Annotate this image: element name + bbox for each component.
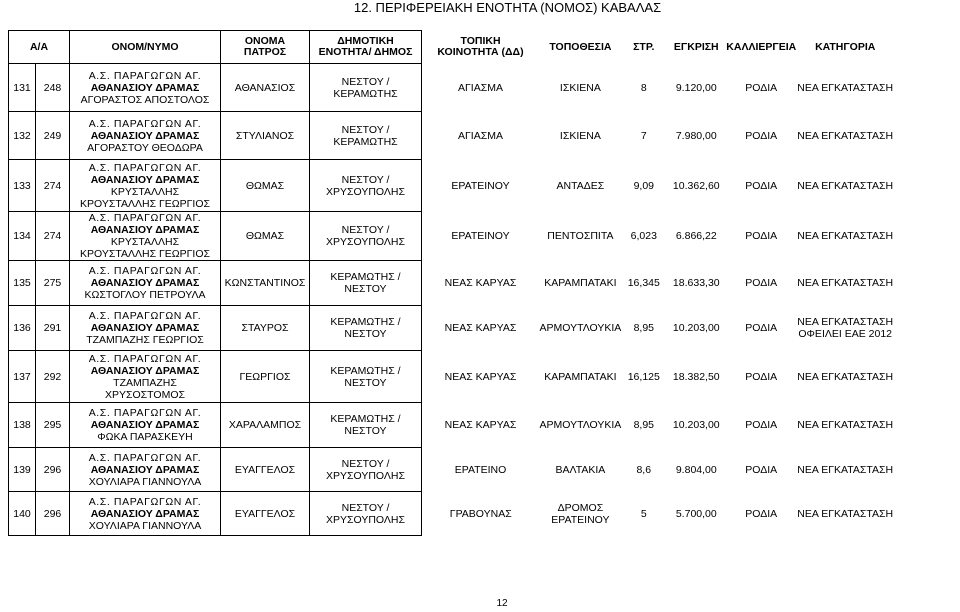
- row-community: ΝΕΑΣ ΚΑΡΥΑΣ: [444, 322, 517, 334]
- row-community: ΕΡΑΤΕΙΝΟΥ: [451, 230, 510, 242]
- row-crop: ΡΟΔΙΑ: [745, 230, 778, 242]
- row-code: 292: [36, 351, 70, 403]
- row-category: ΝΕΑ ΕΓΚΑΤΑΣΤΑΣΗ: [797, 129, 894, 142]
- row-municipality: ΝΕΣΤΟΥ / ΧΡΥΣΟΥΠΟΛΗΣ: [310, 212, 422, 261]
- row-community: ΓΡΑΒΟΥΝΑΣ: [449, 507, 512, 520]
- row-owner: Α.Σ. ΠΑΡΑΓΩΓΩΝ ΑΓ. ΑΘΑΝΑΣΙΟΥ ΔΡΑΜΑΣ ΤΖΑΜΠΑΖΗΣ ΧΡΥΣΟΣΤΟΜΟΣ: [70, 351, 221, 403]
- row-stremma: 16,345: [627, 277, 660, 289]
- table-row: [9, 492, 895, 536]
- header-name: ΟΝΟΜ/ΝΥΜΟ: [70, 31, 221, 64]
- row-father: ΕΥΑΓΓΕΛΟΣ: [221, 492, 310, 536]
- row-community: ΑΓΙΑΣΜΑ: [458, 129, 503, 142]
- header-municipality: ΔΗΜΟΤΙΚΗ ΕΝΟΤΗΤΑ/ ΔΗΜΟΣ: [310, 31, 422, 64]
- header-location: ΤΟΠΟΘΕΣΙΑ: [549, 40, 612, 53]
- row-approval: 5.700,00: [675, 507, 717, 520]
- row-location: ΑΝΤΑΔΕΣ: [556, 179, 605, 192]
- row-owner: Α.Σ. ΠΑΡΑΓΩΓΩΝ ΑΓ. ΑΘΑΝΑΣΙΟΥ ΔΡΑΜΑΣ ΑΓΟΡΑΣΤΟΣ ΑΠΟΣΤΟΛΟΣ: [70, 64, 221, 112]
- row-approval: 10.362,60: [672, 179, 720, 192]
- row-code: 274: [36, 212, 70, 261]
- row-crop: ΡΟΔΙΑ: [745, 81, 778, 94]
- row-approval: 18.633,30: [672, 277, 720, 289]
- row-stremma: 9,09: [633, 179, 654, 192]
- row-category: ΝΕΑ ΕΓΚΑΤΑΣΤΑΣΗ: [797, 507, 894, 520]
- row-owner: Α.Σ. ΠΑΡΑΓΩΓΩΝ ΑΓ. ΑΘΑΝΑΣΙΟΥ ΔΡΑΜΑΣ ΦΩΚΑ ΠΑΡΑΣΚΕΥΗ: [70, 403, 221, 448]
- row-code: 295: [36, 403, 70, 448]
- row-father: ΘΩΜΑΣ: [221, 212, 310, 261]
- page-title: 12. ΠΕΡΙΦΕΡΕΙΑΚΗ ΕΝΟΤΗΤΑ (ΝΟΜΟΣ) ΚΑΒΑΛΑΣ: [353, 0, 662, 15]
- row-aa: 131: [9, 64, 36, 112]
- row-stremma: 8,95: [633, 419, 654, 431]
- row-owner: Α.Σ. ΠΑΡΑΓΩΓΩΝ ΑΓ. ΑΘΑΝΑΣΙΟΥ ΔΡΑΜΑΣ ΑΓΟΡΑΣΤΟΥ ΘΕΟΔΩΡΑ: [70, 112, 221, 160]
- row-aa: 134: [9, 212, 36, 261]
- row-category: ΝΕΑ ΕΓΚΑΤΑΣΤΑΣΗ: [797, 81, 894, 94]
- header-stremma: ΣΤΡ.: [633, 40, 655, 53]
- table-row: [9, 160, 895, 212]
- row-stremma: 8,6: [636, 463, 652, 476]
- row-owner: Α.Σ. ΠΑΡΑΓΩΓΩΝ ΑΓ. ΑΘΑΝΑΣΙΟΥ ΔΡΑΜΑΣ ΚΩΣΤΟΓΛΟΥ ΠΕΤΡΟΥΛΑ: [70, 261, 221, 306]
- row-community: ΕΡΑΤΕΙΝΟΥ: [451, 179, 510, 192]
- row-owner: Α.Σ. ΠΑΡΑΓΩΓΩΝ ΑΓ. ΑΘΑΝΑΣΙΟΥ ΔΡΑΜΑΣ ΚΡΥΣΤΑΛΛΗΣ ΚΡΟΥΣΤΑΛΛΗΣ ΓΕΩΡΓΙΟΣ: [70, 212, 221, 261]
- row-municipality: ΝΕΣΤΟΥ / ΧΡΥΣΟΥΠΟΛΗΣ: [310, 492, 422, 536]
- row-location: ΚΑΡΑΜΠΑΤΑΚΙ: [544, 277, 617, 289]
- header-father: ΟΝΟΜΑ ΠΑΤΡΟΣ: [221, 31, 310, 64]
- row-code: 275: [36, 261, 70, 306]
- table-row: [9, 306, 895, 351]
- row-father: ΣΤΑΥΡΟΣ: [221, 306, 310, 351]
- row-father: ΑΘΑΝΑΣΙΟΣ: [221, 64, 310, 112]
- row-stremma: 7: [640, 129, 647, 142]
- header-approval: ΕΓΚΡΙΣΗ: [673, 40, 719, 53]
- row-owner: Α.Σ. ΠΑΡΑΓΩΓΩΝ ΑΓ. ΑΘΑΝΑΣΙΟΥ ΔΡΑΜΑΣ ΤΖΑΜΠΑΖΗΣ ΓΕΩΡΓΙΟΣ: [70, 306, 221, 351]
- row-municipality: ΝΕΣΤΟΥ / ΧΡΥΣΟΥΠΟΛΗΣ: [310, 160, 422, 212]
- row-crop: ΡΟΔΙΑ: [745, 419, 778, 431]
- row-code: 296: [36, 448, 70, 492]
- row-stremma: 16,125: [627, 370, 660, 383]
- row-code: 248: [36, 64, 70, 112]
- row-crop: ΡΟΔΙΑ: [745, 370, 778, 383]
- row-location: ΙΣΚΙΕΝΑ: [559, 81, 601, 94]
- row-category: ΝΕΑ ΕΓΚΑΤΑΣΤΑΣΗ: [797, 370, 894, 383]
- row-municipality: ΚΕΡΑΜΩΤΗΣ / ΝΕΣΤΟΥ: [310, 403, 422, 448]
- row-approval: 7.980,00: [675, 129, 717, 142]
- row-aa: 140: [9, 492, 36, 536]
- table-row: [9, 112, 895, 160]
- table-row: [9, 212, 895, 261]
- row-category: ΝΕΑ ΕΓΚΑΤΑΣΤΑΣΗ ΟΦΕΙΛΕΙ ΕΑΕ 2012: [797, 316, 894, 340]
- row-approval: 10.203,00: [672, 419, 720, 431]
- table-row: [9, 351, 895, 403]
- row-community: ΝΕΑΣ ΚΑΡΥΑΣ: [444, 370, 517, 383]
- row-category: ΝΕΑ ΕΓΚΑΤΑΣΤΑΣΗ: [797, 419, 894, 431]
- row-approval: 18.382,50: [672, 370, 720, 383]
- row-municipality: ΝΕΣΤΟΥ / ΚΕΡΑΜΩΤΗΣ: [310, 64, 422, 112]
- row-stremma: 8,95: [633, 322, 654, 334]
- row-community: ΕΡΑΤΕΙΝΟ: [454, 463, 507, 476]
- row-code: 274: [36, 160, 70, 212]
- row-approval: 6.866,22: [675, 230, 717, 242]
- row-community: ΝΕΑΣ ΚΑΡΥΑΣ: [444, 419, 517, 431]
- row-aa: 138: [9, 403, 36, 448]
- row-code: 291: [36, 306, 70, 351]
- row-category: ΝΕΑ ΕΓΚΑΤΑΣΤΑΣΗ: [797, 463, 894, 476]
- row-municipality: ΚΕΡΑΜΩΤΗΣ / ΝΕΣΤΟΥ: [310, 306, 422, 351]
- row-father: ΚΩΝΣΤΑΝΤΙΝΟΣ: [221, 261, 310, 306]
- table-row: [9, 64, 895, 112]
- row-owner: Α.Σ. ΠΑΡΑΓΩΓΩΝ ΑΓ. ΑΘΑΝΑΣΙΟΥ ΔΡΑΜΑΣ ΧΟΥΛΙΑΡΑ ΓΙΑΝΝΟΥΛΑ: [70, 448, 221, 492]
- records-table: [8, 30, 895, 536]
- header-crop: ΚΑΛΛΙΕΡΓΕΙΑ: [726, 40, 797, 53]
- row-location: ΑΡΜΟΥΤΛΟΥΚΙΑ: [539, 322, 622, 334]
- row-category: ΝΕΑ ΕΓΚΑΤΑΣΤΑΣΗ: [797, 179, 894, 192]
- row-crop: ΡΟΔΙΑ: [745, 277, 778, 289]
- row-location: ΠΕΝΤΟΣΠΙΤΑ: [547, 230, 614, 242]
- row-location: ΔΡΟΜΟΣ ΕΡΑΤΕΙΝΟΥ: [551, 501, 610, 526]
- row-owner: Α.Σ. ΠΑΡΑΓΩΓΩΝ ΑΓ. ΑΘΑΝΑΣΙΟΥ ΔΡΑΜΑΣ ΚΡΥΣΤΑΛΛΗΣ ΚΡΟΥΣΤΑΛΛΗΣ ΓΕΩΡΓΙΟΣ: [70, 160, 221, 212]
- table-row: [9, 403, 895, 448]
- row-father: ΓΕΩΡΓΙΟΣ: [221, 351, 310, 403]
- row-aa: 135: [9, 261, 36, 306]
- row-father: ΕΥΑΓΓΕΛΟΣ: [221, 448, 310, 492]
- row-stremma: 8: [640, 81, 647, 94]
- row-approval: 9.120,00: [675, 81, 717, 94]
- header-category: ΚΑΤΗΓΟΡΙΑ: [815, 40, 876, 53]
- row-aa: 132: [9, 112, 36, 160]
- row-code: 249: [36, 112, 70, 160]
- header-community: ΤΟΠΙΚΗ ΚΟΙΝΟΤΗΤΑ (ΔΔ): [437, 35, 524, 58]
- row-municipality: ΝΕΣΤΟΥ / ΧΡΥΣΟΥΠΟΛΗΣ: [310, 448, 422, 492]
- row-community: ΝΕΑΣ ΚΑΡΥΑΣ: [444, 277, 517, 289]
- row-category: ΝΕΑ ΕΓΚΑΤΑΣΤΑΣΗ: [797, 277, 894, 289]
- table-row: [9, 261, 895, 306]
- row-stremma: 6,023: [630, 230, 657, 242]
- row-crop: ΡΟΔΙΑ: [745, 322, 778, 334]
- row-crop: ΡΟΔΙΑ: [745, 129, 778, 142]
- row-stremma: 5: [640, 507, 647, 520]
- row-aa: 139: [9, 448, 36, 492]
- row-approval: 9.804,00: [675, 463, 717, 476]
- row-crop: ΡΟΔΙΑ: [745, 463, 778, 476]
- row-category: ΝΕΑ ΕΓΚΑΤΑΣΤΑΣΗ: [797, 230, 894, 242]
- row-approval: 10.203,00: [672, 322, 720, 334]
- row-crop: ΡΟΔΙΑ: [745, 179, 778, 192]
- row-aa: 133: [9, 160, 36, 212]
- header-row: [9, 31, 895, 64]
- row-father: ΣΤΥΛΙΑΝΟΣ: [221, 112, 310, 160]
- row-municipality: ΚΕΡΑΜΩΤΗΣ / ΝΕΣΤΟΥ: [310, 261, 422, 306]
- page-number: 12: [496, 598, 508, 609]
- row-crop: ΡΟΔΙΑ: [745, 507, 778, 520]
- row-aa: 137: [9, 351, 36, 403]
- row-municipality: ΚΕΡΑΜΩΤΗΣ / ΝΕΣΤΟΥ: [310, 351, 422, 403]
- row-location: ΒΑΛΤΑΚΙΑ: [555, 463, 606, 476]
- row-community: ΑΓΙΑΣΜΑ: [458, 81, 503, 94]
- row-aa: 136: [9, 306, 36, 351]
- row-municipality: ΝΕΣΤΟΥ / ΚΕΡΑΜΩΤΗΣ: [310, 112, 422, 160]
- row-location: ΙΣΚΙΕΝΑ: [559, 129, 601, 142]
- row-father: ΧΑΡΑΛΑΜΠΟΣ: [221, 403, 310, 448]
- row-location: ΑΡΜΟΥΤΛΟΥΚΙΑ: [539, 419, 622, 431]
- row-location: ΚΑΡΑΜΠΑΤΑΚΙ: [544, 370, 617, 383]
- table-row: [9, 448, 895, 492]
- row-owner: Α.Σ. ΠΑΡΑΓΩΓΩΝ ΑΓ. ΑΘΑΝΑΣΙΟΥ ΔΡΑΜΑΣ ΧΟΥΛΙΑΡΑ ΓΙΑΝΝΟΥΛΑ: [70, 492, 221, 536]
- row-father: ΘΩΜΑΣ: [221, 160, 310, 212]
- row-code: 296: [36, 492, 70, 536]
- header-aa: Α/Α: [9, 31, 70, 64]
